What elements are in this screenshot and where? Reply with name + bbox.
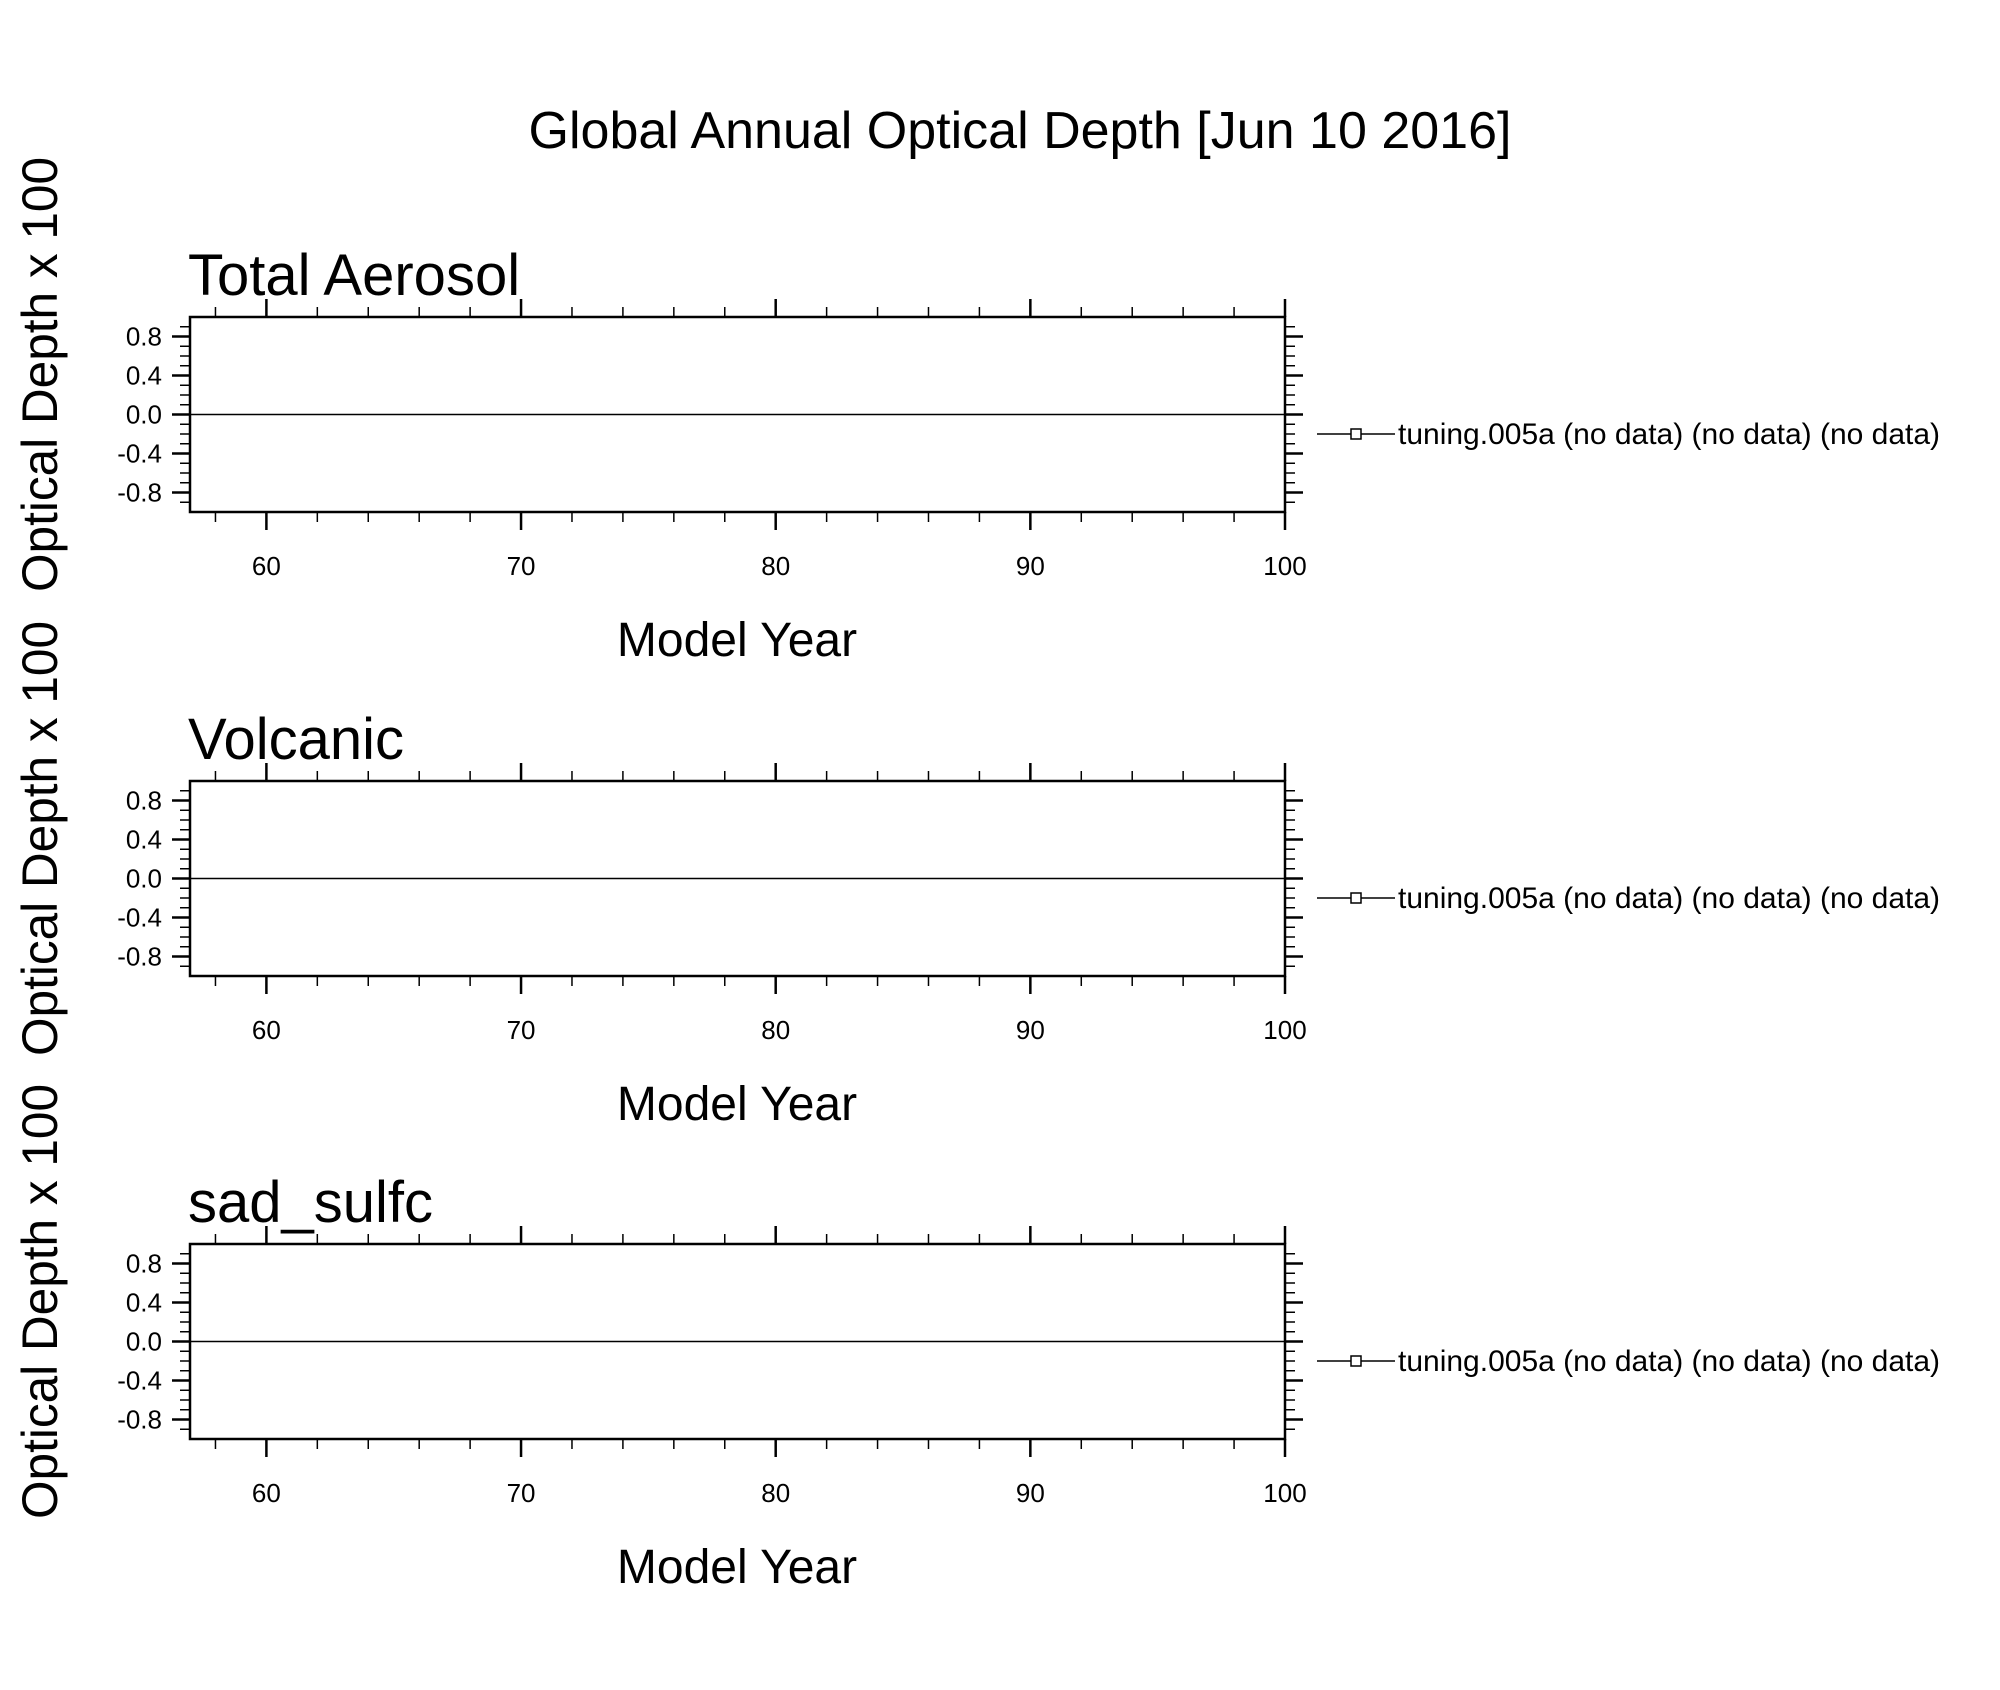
y-tick-label: 0.0 (125, 863, 162, 894)
y-tick-label: 0.4 (125, 824, 162, 855)
legend-label: tuning.005a (no data) (no data) (no data) (1398, 1345, 1941, 1378)
y-tick-label: 0.4 (125, 360, 162, 391)
x-tick-label: 70 (506, 551, 536, 581)
y-tick-label: 0.0 (125, 399, 162, 430)
y-axis-label: Optical Depth x 100 (12, 1079, 68, 1519)
legend-label: tuning.005a (no data) (no data) (no data) (1398, 882, 1941, 915)
y-tick-label: -0.4 (117, 902, 162, 933)
x-tick-label: 100 (1263, 1478, 1307, 1508)
legend-marker (1351, 429, 1361, 439)
chart-panel-3 (12, 1079, 1941, 1594)
y-tick-label: -0.4 (117, 438, 162, 469)
y-tick-label: 0.8 (125, 785, 162, 816)
x-tick-label: 100 (1263, 551, 1307, 581)
y-tick-label: 0.8 (125, 1248, 162, 1279)
x-tick-label: 70 (506, 1478, 536, 1508)
x-tick-label: 100 (1263, 1015, 1307, 1045)
legend (1317, 418, 1940, 451)
x-tick-label: 70 (506, 1015, 536, 1045)
x-axis-label: Model Year (616, 614, 858, 667)
y-tick-label: -0.8 (117, 941, 162, 972)
x-axis-label: Model Year (616, 1078, 858, 1131)
y-tick-label: -0.8 (117, 1404, 162, 1435)
chart-panel-1 (12, 152, 1941, 667)
x-tick-label: 60 (251, 1478, 281, 1508)
y-tick-label: 0.4 (125, 1287, 162, 1318)
legend-label: tuning.005a (no data) (no data) (no data) (1398, 418, 1941, 451)
figure-title: Global Annual Optical Depth [Jun 10 2016] (528, 102, 1512, 160)
legend-marker (1351, 893, 1361, 903)
x-tick-label: 80 (761, 1478, 791, 1508)
y-tick-label: -0.4 (117, 1365, 162, 1396)
panel-title: Total Aerosol (188, 243, 521, 308)
x-tick-label: 80 (761, 551, 791, 581)
x-tick-label: 60 (251, 1015, 281, 1045)
legend (1317, 882, 1940, 915)
y-axis-label: Optical Depth x 100 (12, 616, 68, 1056)
x-tick-label: 60 (251, 551, 281, 581)
x-tick-label: 90 (1015, 1478, 1045, 1508)
panel-title: sad_sulfc (188, 1170, 434, 1235)
chart-panels (12, 152, 1941, 1594)
y-tick-label: -0.8 (117, 477, 162, 508)
x-tick-label: 80 (761, 1015, 791, 1045)
x-tick-label: 90 (1015, 551, 1045, 581)
y-tick-label: 0.8 (125, 321, 162, 352)
y-axis-label: Optical Depth x 100 (12, 152, 68, 592)
x-axis-label: Model Year (616, 1541, 858, 1594)
panel-title: Volcanic (188, 707, 405, 772)
legend (1317, 1345, 1940, 1378)
chart-panel-2 (12, 616, 1941, 1131)
legend-marker (1351, 1356, 1361, 1366)
y-tick-label: 0.0 (125, 1326, 162, 1357)
x-tick-label: 90 (1015, 1015, 1045, 1045)
